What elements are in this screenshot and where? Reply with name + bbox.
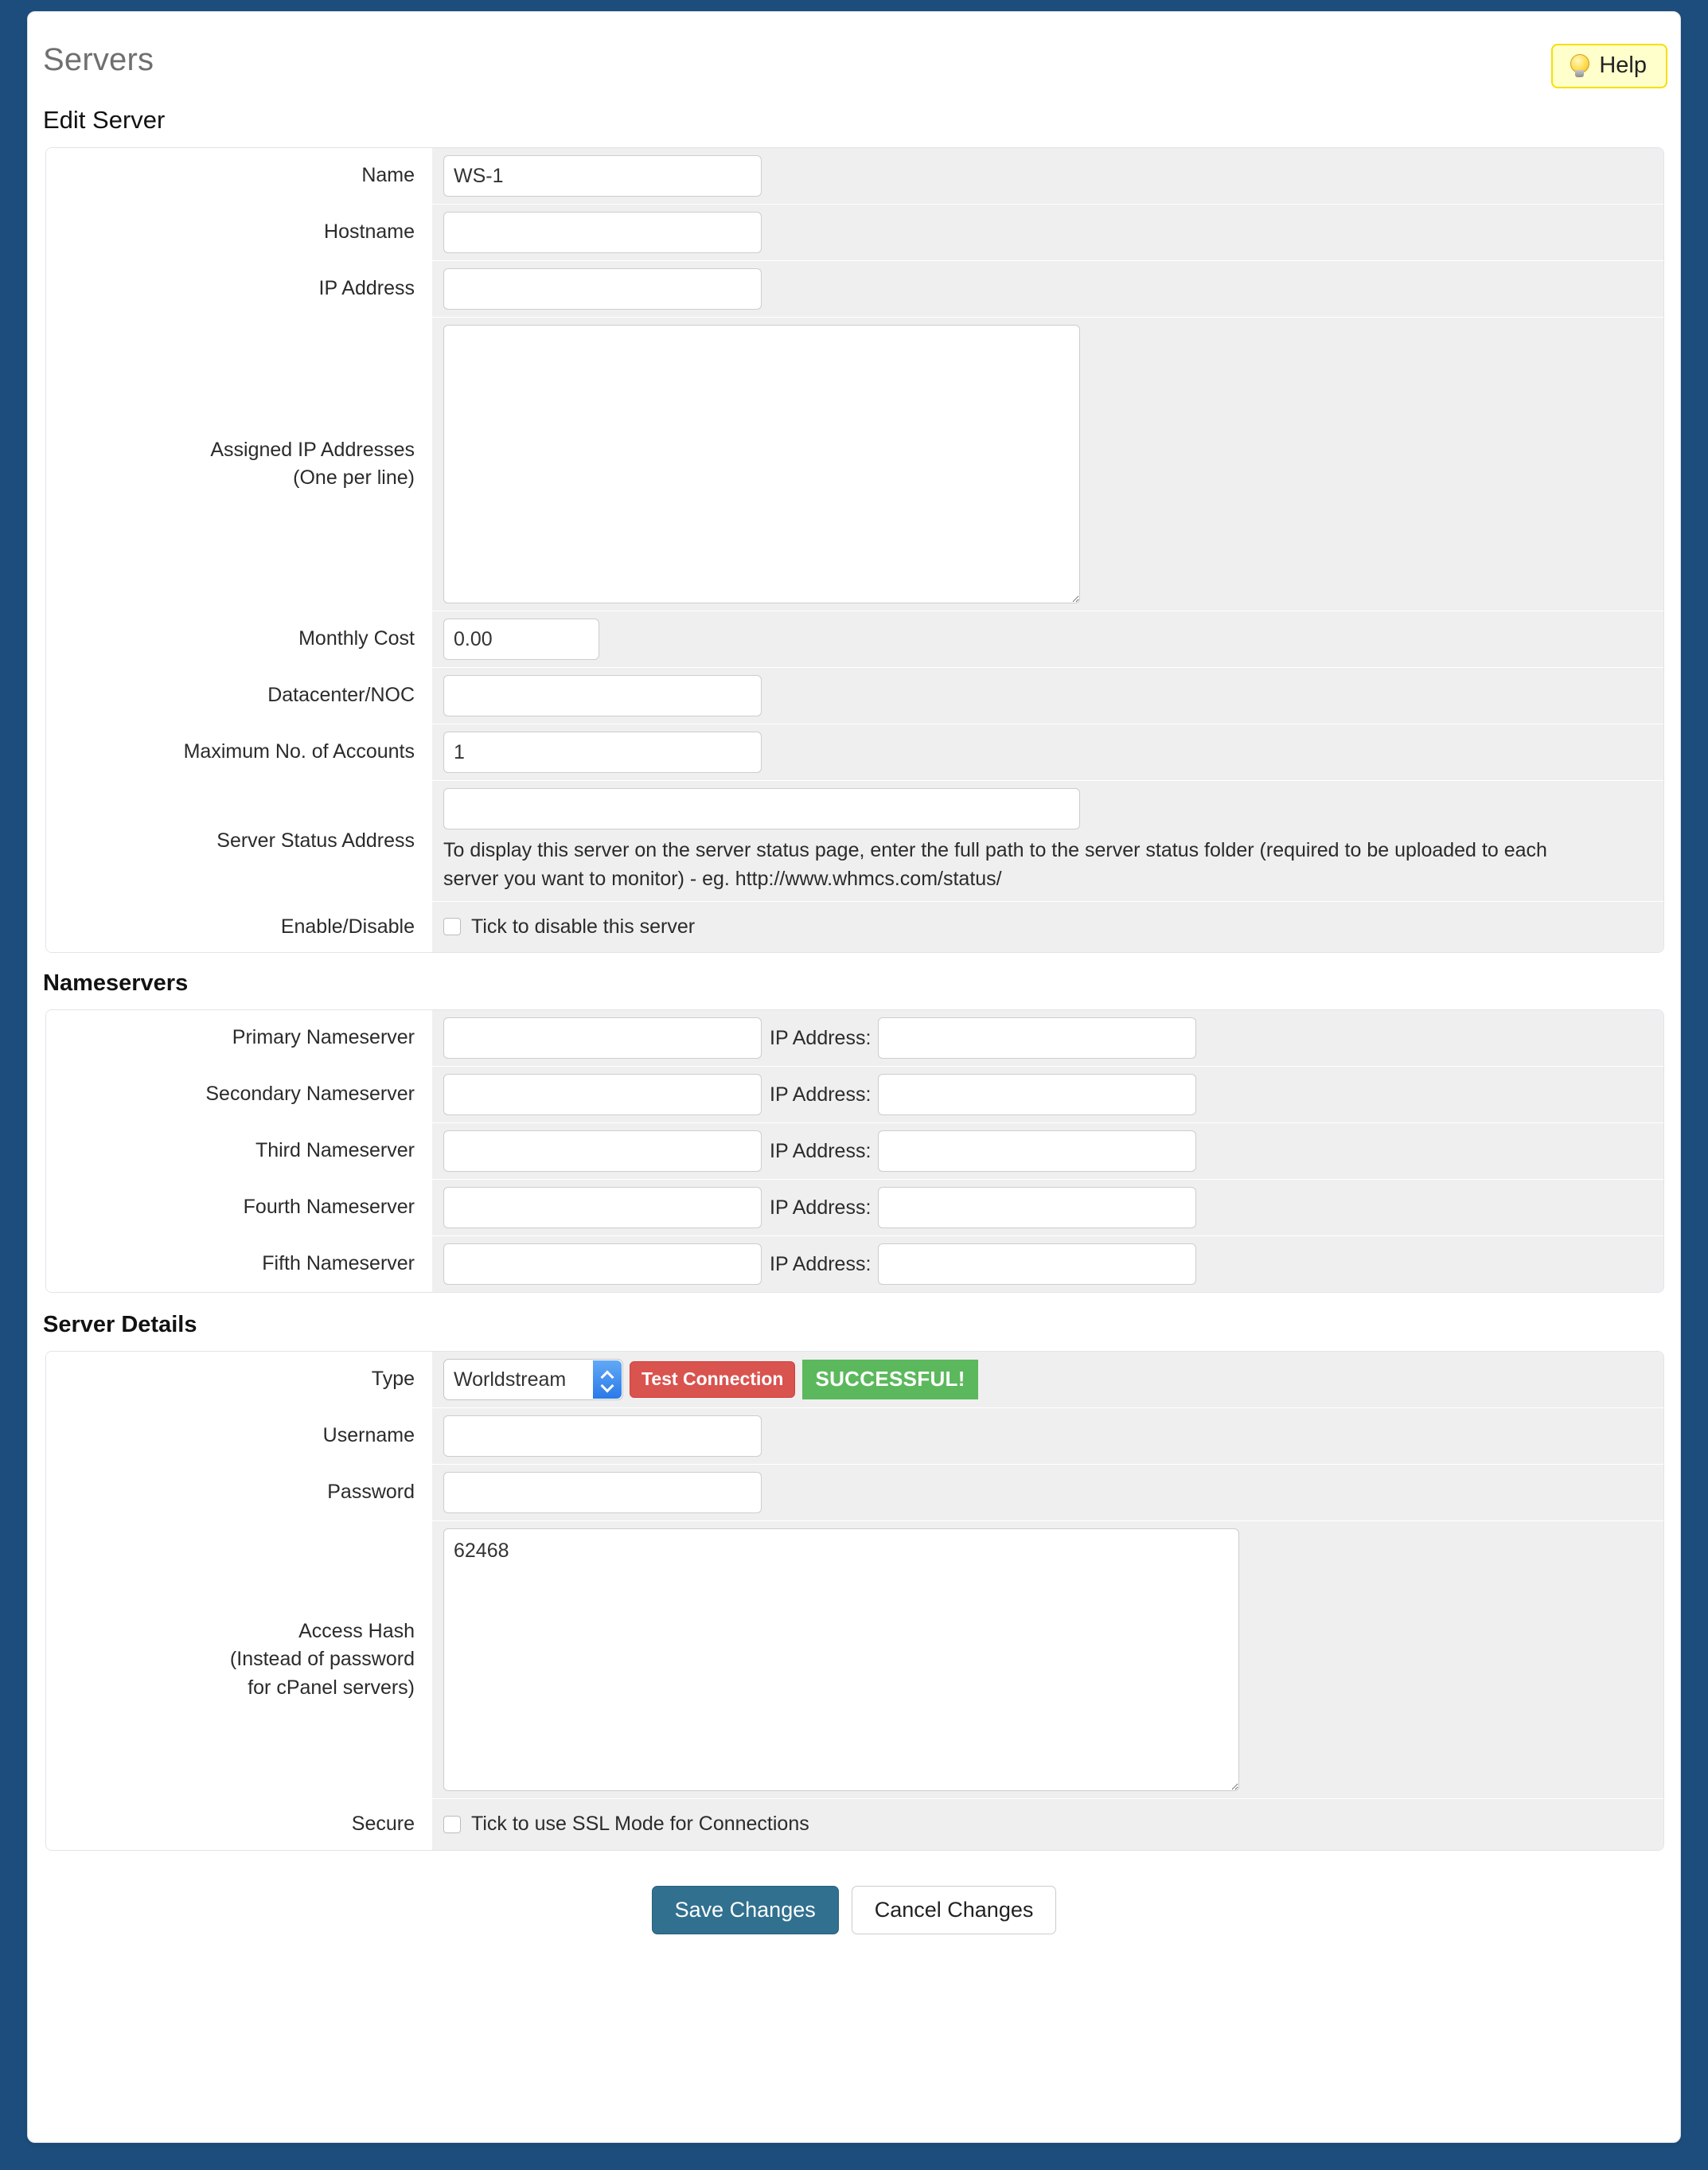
third-nameserver-input[interactable] [443,1130,762,1172]
test-result-badge: SUCCESSFUL! [802,1360,977,1399]
name-input[interactable] [443,155,762,197]
page-heading: Edit Server [43,106,166,134]
datacenter-input[interactable] [443,675,762,716]
label-fifth-nameserver: Fifth Nameserver [46,1236,432,1292]
label-access-hash-line3: for cPanel servers) [248,1676,415,1699]
label-username: Username [46,1408,432,1464]
fifth-nameserver-input[interactable] [443,1243,762,1285]
form-row-secondary-nameserver [46,1067,1663,1123]
fifth-nameserver-ip-label: IP Address: [770,1252,872,1275]
label-assigned-ips-line1: Assigned IP Addresses [210,438,415,461]
max-accounts-input[interactable] [443,732,762,773]
assigned-ips-textarea[interactable] [443,325,1080,603]
fifth-nameserver-ip-input[interactable] [878,1243,1196,1285]
field-secondary-nameserver-area [432,1067,1663,1122]
field-hostname-area [432,205,1663,260]
status-address-help: To display this server on the server status page, enter the full path to the server status folder (required to be uploaded to each server you want to monitor) - eg. http://www.whmcs.com/status/ [443,839,1547,891]
ssl-mode-checkbox[interactable] [443,1816,461,1833]
field-access-hash-area [432,1521,1663,1798]
form-row-status-address [46,781,1663,902]
label-third-nameserver: Third Nameserver [46,1123,432,1179]
third-nameserver-ip-label: IP Address: [770,1139,872,1162]
form-actions [28,1851,1680,1934]
label-enable-disable: Enable/Disable [46,902,432,953]
primary-nameserver-ip-input[interactable] [878,1017,1196,1059]
password-input[interactable] [443,1472,762,1513]
form-row-datacenter [46,668,1663,724]
label-fourth-nameserver: Fourth Nameserver [46,1180,432,1235]
disable-server-label: Tick to disable this server [471,915,696,938]
server-details-heading: Server Details [43,1312,197,1337]
ssl-mode-label: Tick to use SSL Mode for Connections [471,1813,809,1836]
cancel-changes-button[interactable]: Cancel Changes [852,1886,1057,1934]
field-status-address-area [432,781,1663,901]
field-monthly-cost-area [432,611,1663,667]
form-row-type [46,1352,1663,1408]
form-row-enable-disable [46,902,1663,953]
label-datacenter: Datacenter/NOC [46,668,432,724]
fourth-nameserver-ip-input[interactable] [878,1187,1196,1228]
server-type-select-wrap [443,1359,623,1400]
hostname-input[interactable] [443,212,762,253]
fourth-nameserver-input[interactable] [443,1187,762,1228]
secondary-nameserver-input[interactable] [443,1074,762,1115]
field-enable-disable-area [432,902,1663,953]
page-card [27,11,1681,2143]
form-row-monthly-cost [46,611,1663,668]
form-row-name [46,148,1663,205]
label-primary-nameserver: Primary Nameserver [46,1010,432,1066]
save-changes-button[interactable]: Save Changes [652,1886,839,1934]
field-password-area [432,1465,1663,1520]
label-monthly-cost: Monthly Cost [46,611,432,667]
label-access-hash-line1: Access Hash [298,1619,415,1642]
secondary-nameserver-ip-label: IP Address: [770,1083,872,1106]
field-third-nameserver-area [432,1123,1663,1179]
field-name-area [432,148,1663,204]
disable-server-checkbox[interactable] [443,918,461,935]
form-row-password [46,1465,1663,1521]
nameservers-heading: Nameservers [43,970,189,996]
form-row-secure [46,1799,1663,1850]
page-header [28,12,1680,106]
label-access-hash-line2: (Instead of password [229,1648,415,1671]
field-primary-nameserver-area [432,1010,1663,1066]
label-secure: Secure [46,1799,432,1850]
page-title: Servers [43,42,154,77]
form-row-username [46,1408,1663,1465]
field-username-area [432,1408,1663,1464]
label-access-hash [46,1521,432,1798]
form-row-hostname [46,205,1663,261]
ip-address-input[interactable] [443,268,762,310]
field-assigned-ips-area [432,318,1663,611]
field-type-area [432,1352,1663,1407]
primary-nameserver-ip-label: IP Address: [770,1026,872,1049]
server-type-select[interactable] [443,1359,623,1400]
nameservers-panel [45,1009,1664,1293]
form-row-primary-nameserver [46,1010,1663,1067]
label-assigned-ips-line2: (One per line) [293,466,415,489]
field-datacenter-area [432,668,1663,724]
form-row-ip-address [46,261,1663,318]
help-button[interactable] [1551,44,1667,88]
server-form-panel [45,147,1664,953]
label-hostname: Hostname [46,205,432,260]
label-max-accounts: Maximum No. of Accounts [46,724,432,780]
form-row-fourth-nameserver [46,1180,1663,1236]
access-hash-textarea[interactable] [443,1528,1239,1791]
ssl-mode-checkrow [443,1813,809,1836]
lightbulb-icon [1567,53,1591,79]
help-button-label: Help [1599,53,1647,79]
field-max-accounts-area [432,724,1663,780]
form-row-assigned-ips [46,318,1663,611]
label-ip-address: IP Address [46,261,432,317]
field-fourth-nameserver-area [432,1180,1663,1235]
fourth-nameserver-ip-label: IP Address: [770,1196,872,1219]
label-name: Name [46,148,432,204]
form-row-max-accounts [46,724,1663,781]
label-status-address: Server Status Address [46,781,432,901]
primary-nameserver-input[interactable] [443,1017,762,1059]
status-address-input[interactable] [443,788,1080,829]
label-password: Password [46,1465,432,1520]
label-type: Type [46,1352,432,1407]
form-row-fifth-nameserver [46,1236,1663,1292]
label-assigned-ips [46,318,432,611]
field-ip-address-area [432,261,1663,317]
monthly-cost-input[interactable] [443,619,599,660]
username-input[interactable] [443,1415,762,1457]
form-row-third-nameserver [46,1123,1663,1180]
test-connection-button[interactable]: Test Connection [630,1361,795,1397]
field-secure-area [432,1799,1663,1850]
form-row-access-hash [46,1521,1663,1799]
disable-server-checkrow [443,915,695,939]
field-fifth-nameserver-area [432,1236,1663,1292]
server-details-panel [45,1351,1664,1851]
secondary-nameserver-ip-input[interactable] [878,1074,1196,1115]
label-secondary-nameserver: Secondary Nameserver [46,1067,432,1122]
third-nameserver-ip-input[interactable] [878,1130,1196,1172]
